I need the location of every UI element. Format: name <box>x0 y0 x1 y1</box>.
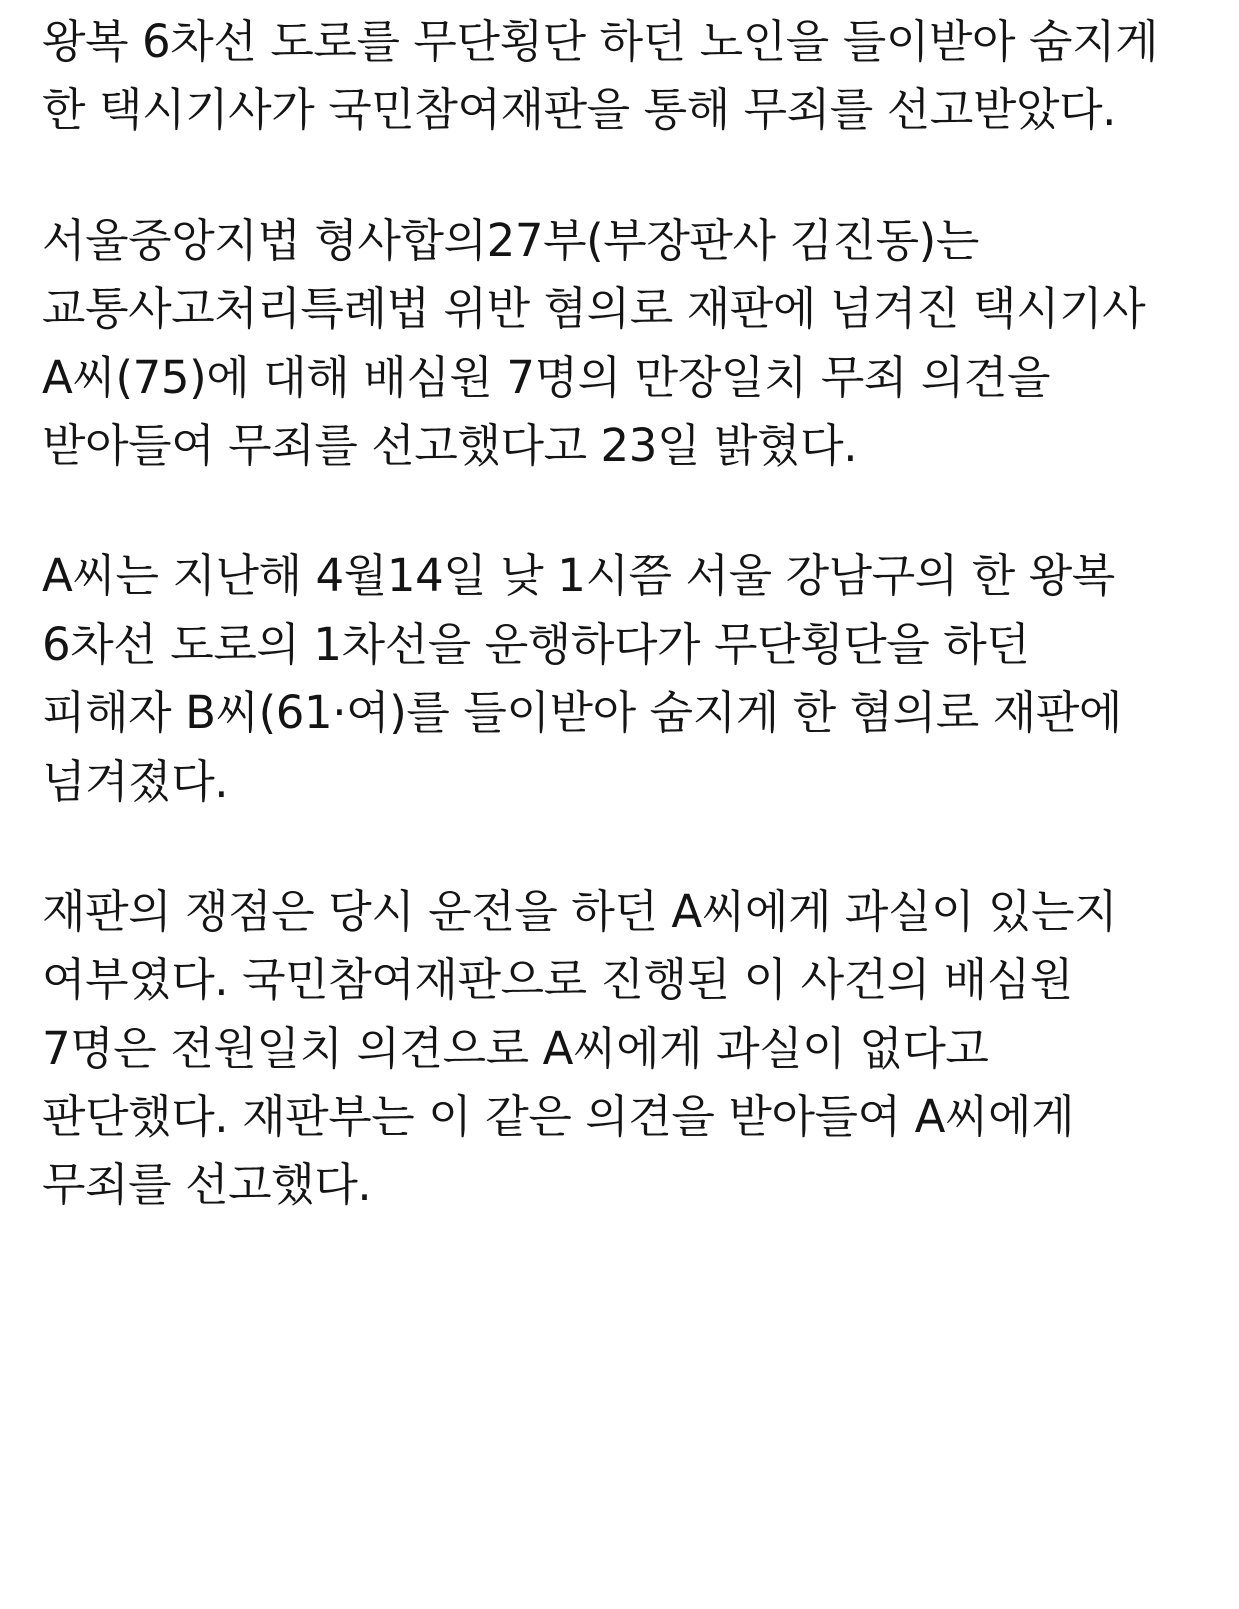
article-paragraph-4: 재판의 쟁점은 당시 운전을 하던 A씨에게 과실이 있는지 여부였다. 국민참여재판으로 진행된 이 사건의 배심원 7명은 전원일치 의견으로 A씨에게 과실이 없다고 판단했다. 재판부는 이 같은 의견을 받아들여 A씨에게 무죄를 선고했다. <box>42 884 1118 1212</box>
article-paragraph-2: 서울중앙지법 형사합의27부(부장판사 김진동)는 교통사고처리특례법 위반 혐의로 재판에 넘겨진 택시기사 A씨(75)에 대해 배심원 7명의 만장일치 무죄 의견을 받아들여 무죄를 선고했다고 23일 밝혔다. <box>42 213 1146 472</box>
article-paragraph-1: 왕복 6차선 도로를 무단횡단 하던 노인을 들이받아 숨지게 한 택시기사가 국민참여재판을 통해 무죄를 선고받았다. <box>42 15 1159 137</box>
article-paragraph-3: A씨는 지난해 4월14일 낮 1시쯤 서울 강남구의 한 왕복 6차선 도로의 1차선을 운행하다가 무단횡단을 하던 피해자 B씨(61·여)를 들이받아 숨지게 한 혐의로 재판에 넘겨졌다. <box>42 549 1122 808</box>
